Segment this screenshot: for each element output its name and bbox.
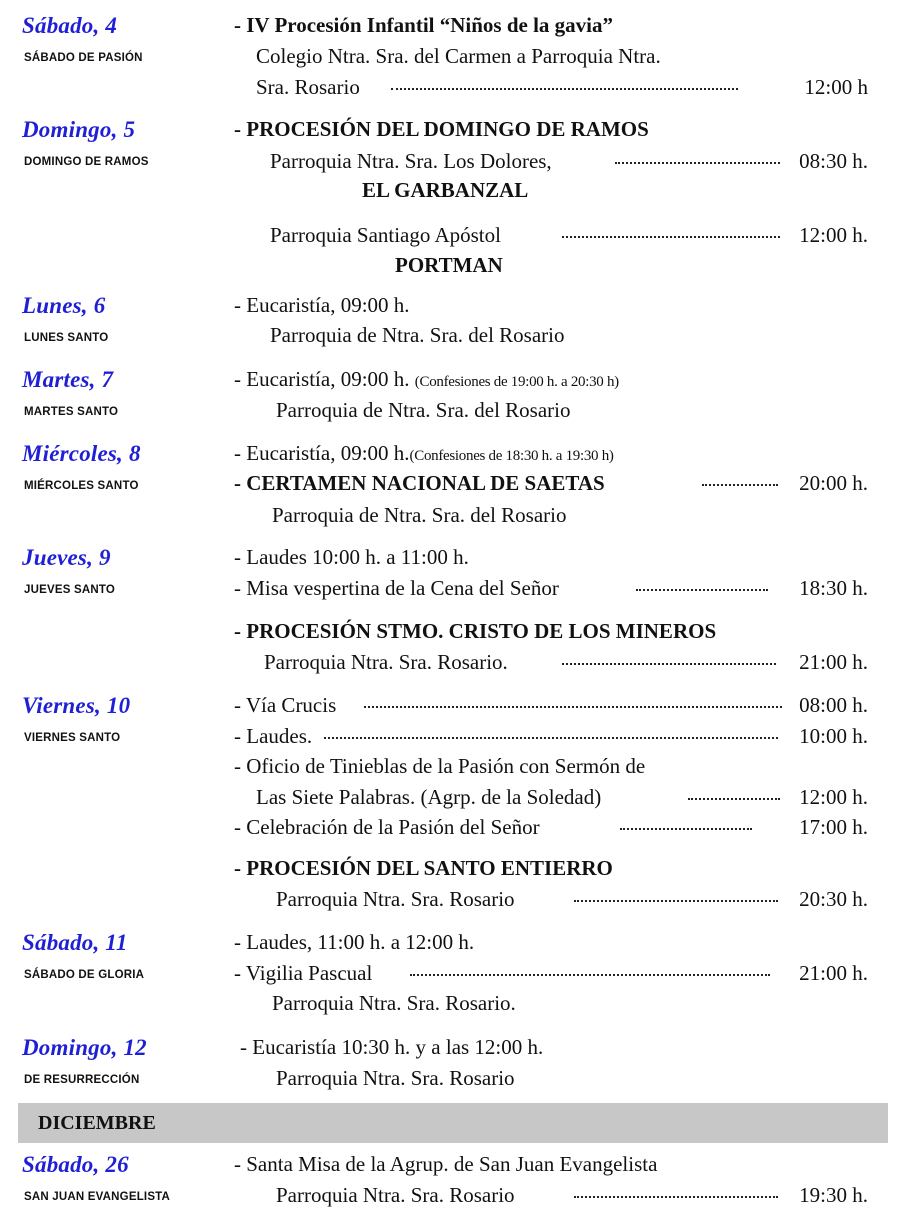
event-text: Parroquia Ntra. Sra. Los Dolores, — [270, 149, 552, 173]
day-subtitle: VIERNES SANTO — [24, 732, 121, 744]
event-line: Colegio Ntra. Sra. del Carmen a Parroquia Ntra. — [256, 44, 661, 68]
day-title: Martes, 7 — [22, 367, 114, 392]
event-line — [270, 223, 868, 249]
event-time: 18:30 h. — [799, 576, 868, 600]
event-time: 08:30 h. — [799, 149, 868, 173]
event-text: Parroquia Ntra. Sra. Rosario — [276, 887, 515, 911]
event-line — [234, 693, 868, 719]
event-line — [234, 367, 619, 392]
event-line — [234, 724, 868, 750]
day-title: Miércoles, 8 — [22, 441, 141, 466]
event-time: 20:30 h. — [799, 887, 868, 911]
event-text: - Laudes. — [234, 724, 313, 748]
event-time: 20:00 h. — [799, 471, 868, 495]
day-subtitle: JUEVES SANTO — [24, 584, 116, 596]
location-heading: PORTMAN — [395, 253, 503, 277]
day-subtitle: SAN JUAN EVANGELISTA — [24, 1191, 171, 1203]
event-line: Parroquia Ntra. Sra. Rosario. — [272, 991, 516, 1015]
event-line: - PROCESIÓN DEL SANTO ENTIERRO — [234, 856, 613, 880]
day-subtitle: LUNES SANTO — [24, 332, 109, 344]
section-title: DICIEMBRE — [38, 1112, 156, 1134]
event-time: 12:00 h. — [799, 785, 868, 809]
event-time: 21:00 h. — [799, 650, 868, 674]
event-line: Parroquia Ntra. Sra. Rosario — [276, 1066, 515, 1090]
day-subtitle: DE RESURRECCIÓN — [24, 1074, 140, 1086]
event-line — [234, 471, 868, 497]
event-line: - PROCESIÓN DEL DOMINGO DE RAMOS — [234, 117, 649, 141]
event-line — [234, 441, 614, 466]
location-heading: EL GARBANZAL — [362, 178, 529, 202]
event-line: Parroquia de Ntra. Sra. del Rosario — [270, 323, 565, 347]
dot-leader — [574, 900, 778, 902]
event-text: Sra. Rosario — [256, 75, 360, 99]
event-time: 10:00 h. — [799, 724, 868, 748]
day-title: Domingo, 12 — [22, 1035, 147, 1060]
event-time: 12:00 h. — [799, 223, 868, 247]
dot-leader — [702, 484, 778, 486]
event-text: Parroquia Ntra. Sra. Rosario — [276, 1183, 515, 1207]
dot-leader — [620, 828, 752, 830]
dot-leader — [562, 663, 776, 665]
day-subtitle: MIÉRCOLES SANTO — [24, 480, 139, 492]
confession-note: (Confesiones de 19:00 h. a 20:30 h) — [414, 374, 619, 390]
event-line: Parroquia de Ntra. Sra. del Rosario — [272, 503, 567, 527]
event-time: 12:00 h — [804, 75, 868, 99]
event-line — [264, 650, 868, 676]
day-title: Viernes, 10 — [22, 693, 131, 718]
event-text: - Eucaristía, 09:00 h. — [234, 367, 415, 391]
dot-leader — [574, 1196, 778, 1198]
dot-leader — [615, 162, 780, 164]
day-title: Jueves, 9 — [22, 545, 111, 570]
event-text: - Eucaristía, 09:00 h. — [234, 441, 410, 465]
dot-leader — [636, 589, 768, 591]
day-title: Sábado, 4 — [22, 13, 118, 38]
dot-leader — [562, 236, 780, 238]
event-text: - Vía Crucis — [234, 693, 337, 717]
day-subtitle: DOMINGO DE RAMOS — [24, 156, 149, 168]
event-time: 08:00 h. — [799, 693, 868, 717]
day-title: Domingo, 5 — [22, 117, 136, 142]
event-line: Parroquia de Ntra. Sra. del Rosario — [276, 398, 571, 422]
event-line — [234, 576, 868, 602]
dot-leader — [324, 737, 778, 739]
event-line: - Eucaristía 10:30 h. y a las 12:00 h. — [240, 1035, 544, 1059]
day-title: Sábado, 26 — [22, 1152, 129, 1177]
event-line: - Oficio de Tinieblas de la Pasión con Sermón de — [234, 754, 646, 778]
dot-leader — [410, 974, 770, 976]
event-text: - Misa vespertina de la Cena del Señor — [234, 576, 559, 600]
dot-leader — [688, 798, 780, 800]
event-line — [276, 1183, 868, 1209]
day-title: Lunes, 6 — [22, 293, 106, 318]
dot-leader — [364, 706, 782, 708]
event-line — [256, 785, 868, 811]
event-text: - Vigilia Pascual — [234, 961, 373, 985]
event-line: - Eucaristía, 09:00 h. — [234, 293, 410, 317]
event-line: - Laudes 10:00 h. a 11:00 h. — [234, 545, 469, 569]
dot-leader — [391, 88, 738, 90]
event-line: - IV Procesión Infantil “Niños de la gavia” — [234, 13, 614, 37]
confession-note: (Confesiones de 18:30 h. a 19:30 h) — [409, 448, 614, 464]
event-text: Parroquia Ntra. Sra. Rosario. — [264, 650, 508, 674]
event-line — [256, 75, 868, 101]
event-text: Parroquia Santiago Apóstol — [270, 223, 501, 247]
event-line — [270, 149, 868, 175]
event-line: - Santa Misa de la Agrup. de San Juan Evangelista — [234, 1152, 658, 1176]
event-line: - Laudes, 11:00 h. a 12:00 h. — [234, 930, 475, 954]
day-subtitle: SÁBADO DE PASIÓN — [24, 52, 143, 64]
day-title: Sábado, 11 — [22, 930, 128, 955]
day-subtitle: SÁBADO DE GLORIA — [24, 969, 145, 981]
event-text: - Celebración de la Pasión del Señor — [234, 815, 540, 839]
event-line: - PROCESIÓN STMO. CRISTO DE LOS MINEROS — [234, 619, 717, 643]
event-text: Las Siete Palabras. (Agrp. de la Soledad) — [256, 785, 602, 809]
event-time: 21:00 h. — [799, 961, 868, 985]
day-subtitle: MARTES SANTO — [24, 406, 119, 418]
event-text: - CERTAMEN NACIONAL DE SAETAS — [234, 471, 605, 495]
event-time: 19:30 h. — [799, 1183, 868, 1207]
event-time: 17:00 h. — [799, 815, 868, 839]
event-line — [276, 887, 868, 913]
event-line — [234, 815, 868, 841]
event-line — [234, 961, 868, 987]
